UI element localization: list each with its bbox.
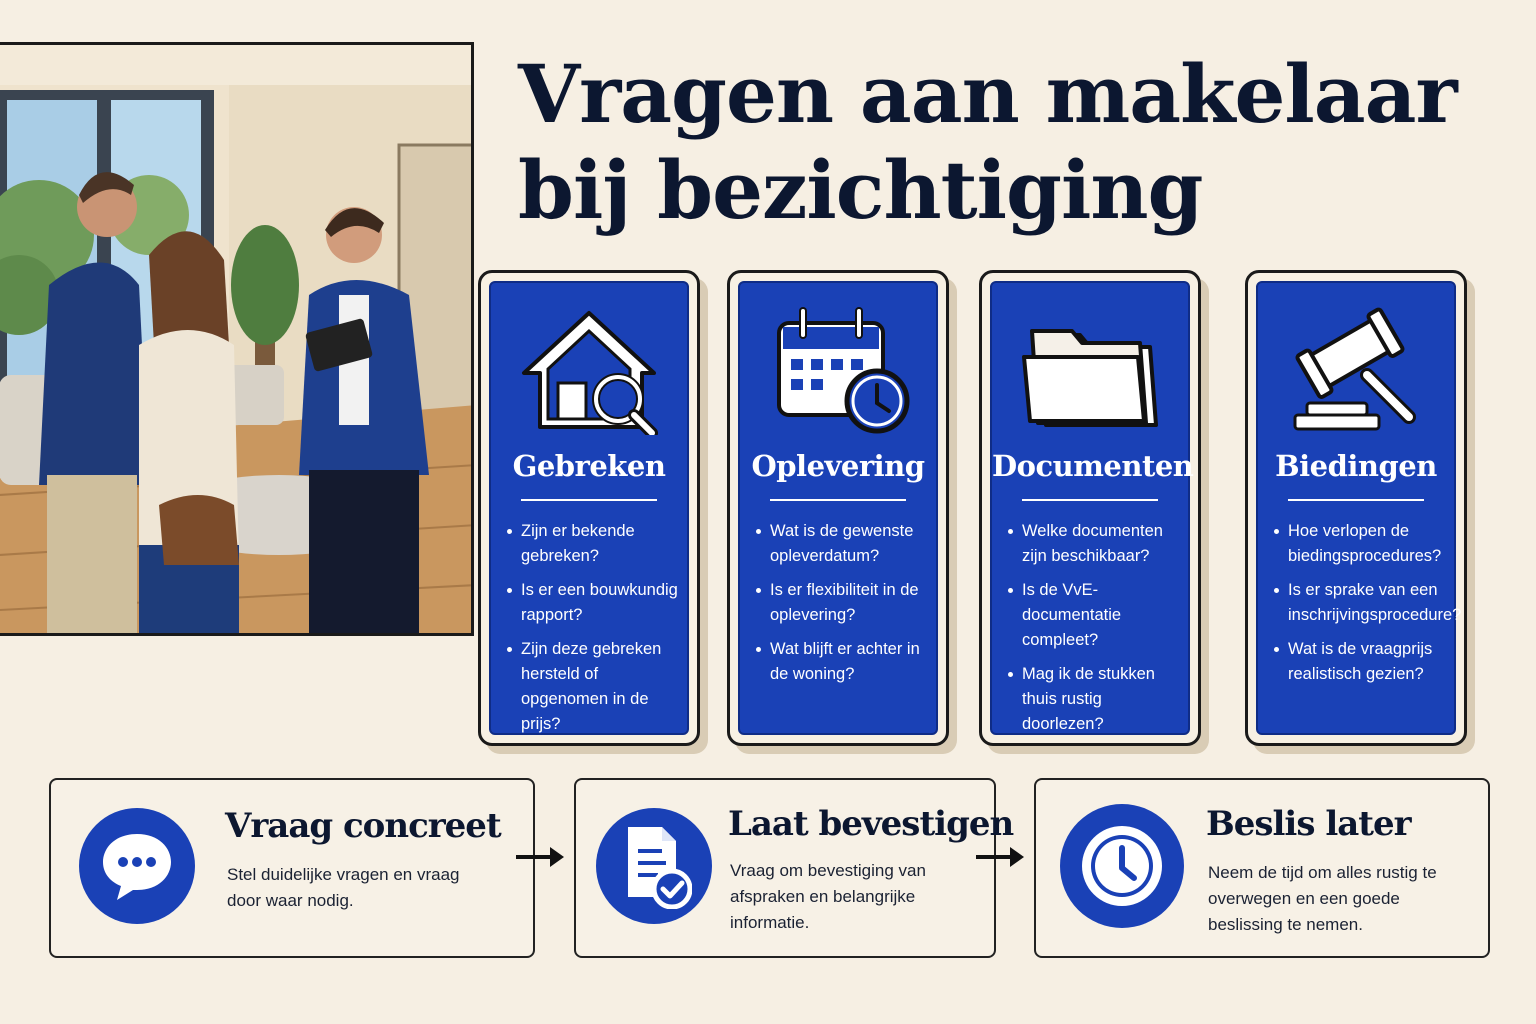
card-title: Gebreken [512,449,666,483]
gavel-icon [1258,305,1454,435]
question-item: Hoe verlopen de biedingsprocedures? [1272,519,1446,569]
question-item: Is er een bouwkundig rapport? [505,578,679,628]
question-list [505,519,679,746]
question-item: Is er flexibiliteit in de oplevering? [754,578,928,628]
question-list [754,519,928,696]
question-item: Zijn deze gebreken hersteld of opgenomen in de prijs? [505,637,679,737]
calendar-clock-icon [740,305,936,435]
question-list [1272,519,1462,696]
document-check-icon [596,808,712,924]
card-gebreken [478,270,700,746]
card-oplevering-panel [738,281,938,735]
card-biedingen [1245,270,1467,746]
card-divider [770,499,906,501]
card-divider [1288,499,1424,501]
question-item: Wat is de gewenste opleverdatum? [754,519,928,569]
question-item: Welke documenten zijn beschikbaar? [1006,519,1180,569]
house-search-icon [491,305,687,435]
step-vraag-concreet [49,778,535,958]
arrow-right-icon [514,842,566,877]
question-item: Wat blijft er achter in de woning? [754,637,928,687]
clock-icon [1060,804,1184,928]
card-documenten-panel [990,281,1194,735]
card-divider [1022,499,1158,501]
card-documenten [979,270,1201,746]
step-laat-bevestigen [574,778,1014,958]
title-line-1: Vragen aan makelaar [518,47,1457,141]
step-title: Laat bevestigen [728,804,1014,844]
step-description: Neem de tijd om alles rustig te overwegen en een goede beslissing te nemen. [1208,863,1437,934]
step-beslis-later [1034,778,1490,958]
chat-bubble-icon [79,808,195,924]
card-title: Biedingen [1275,449,1437,483]
arrow-right-icon [974,842,1026,877]
card-biedingen-panel [1256,281,1462,735]
card-title: Documenten [992,449,1194,483]
question-item: Zijn er bekende gebreken? [505,519,679,569]
question-item: Is de VvE-documentatie compleet? [1006,578,1180,653]
card-divider [521,499,657,501]
question-list [1006,519,1180,746]
title-line-2: bij bezichtiging [518,143,1203,237]
question-item: Wat is de vraagprijs realistisch gezien? [1272,637,1446,687]
page-title [518,46,1508,238]
card-oplevering [727,270,949,746]
question-item: Mag ik de stukken thuis rustig doorlezen? [1006,662,1180,737]
step-description: Vraag om bevestiging van afspraken en belangrijke informatie. [730,861,926,932]
viewing-scene-illustration [0,42,474,636]
folder-icon [992,305,1188,435]
step-title: Vraag concreet [225,806,501,846]
step-title: Beslis later [1206,804,1411,844]
card-gebreken-panel [489,281,689,735]
question-item: Is er sprake van een inschrijvingsprocedure? [1272,578,1446,628]
step-description: Stel duidelijke vragen en vraag door waar nodig. [227,865,460,910]
card-title: Oplevering [751,449,925,483]
